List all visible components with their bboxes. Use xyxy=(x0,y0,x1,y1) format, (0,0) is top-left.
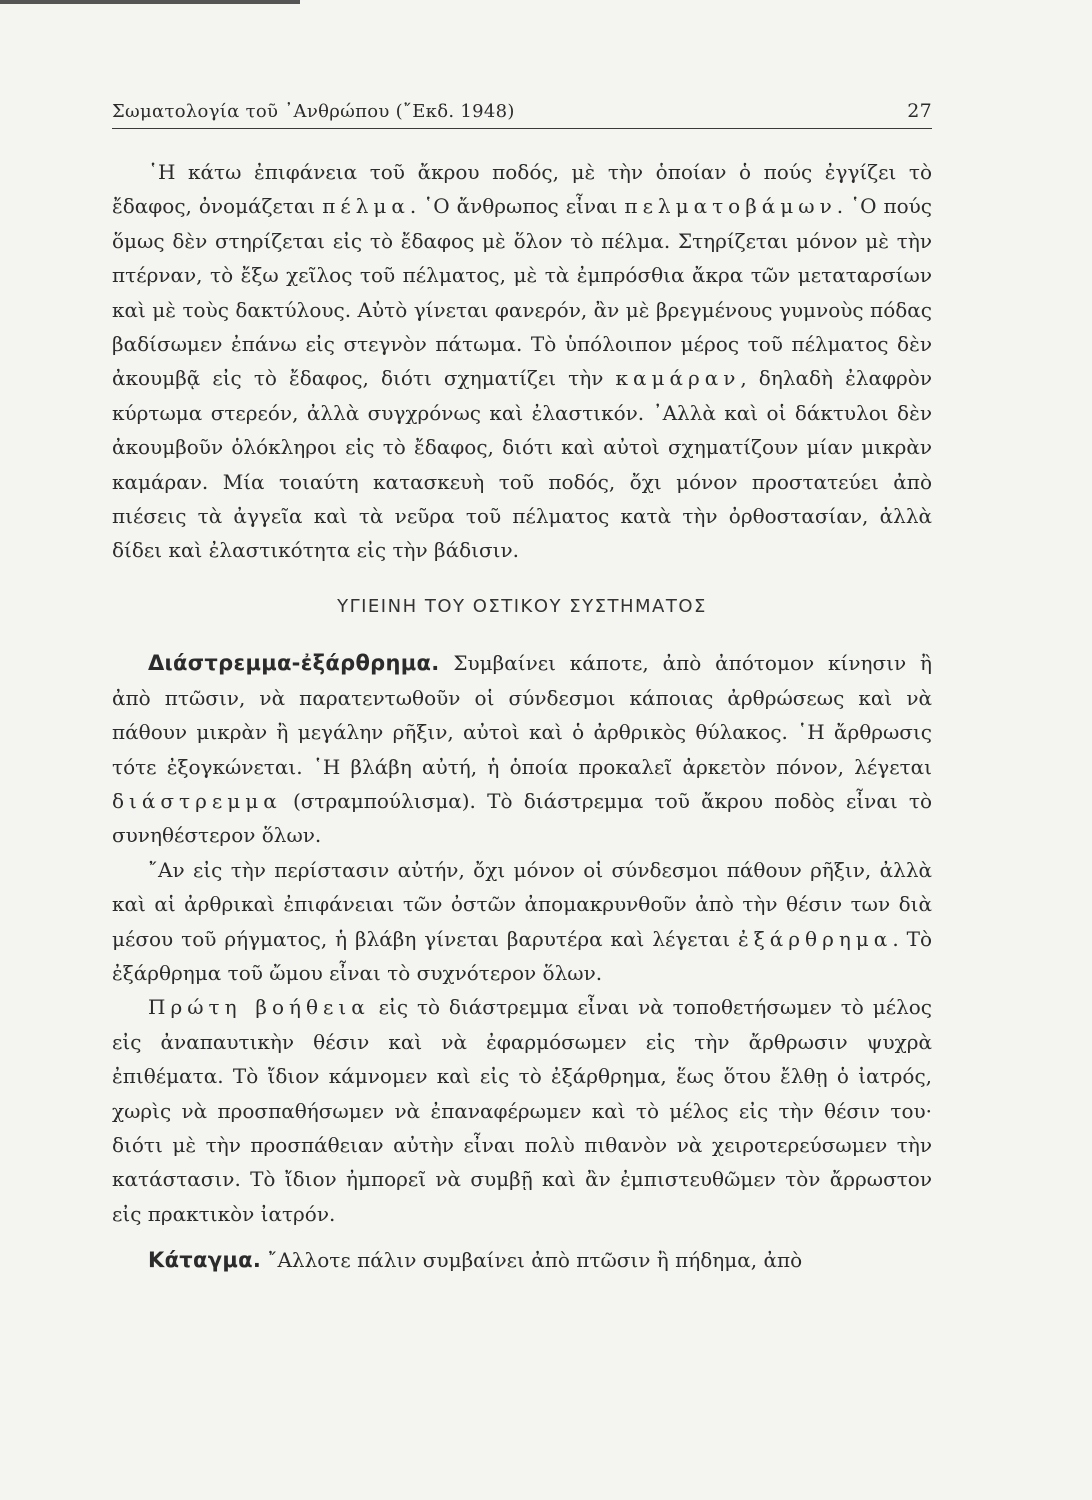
spaced-term-pelmatovamon: πελματοβάμων xyxy=(624,194,837,219)
paragraph-pelma: ῾Η κάτω ἐπιφάνεια τοῦ ἄκρου ποδός, μὲ τὴν ὁποίαν ὁ πούς ἐγγίζει τὸ ἔδαφος, ὀνομάζεται πέλμα. ῾Ο ἄνθρωπος εἶναι πελματοβάμων. ῾Ο πούς ὅμως δὲν στηρίζεται εἰς τὸ ἔδαφος μὲ ὅλον τὸ πέλμα. Στηρίζεται μόνον μὲ τὴν πτέρναν, τὸ ἔξω χεῖλος τοῦ πέλματος, μὲ τὰ ἐμπρόσθια ἄκρα τῶν μεταταρσίων καὶ μὲ τοὺς δακτύλους. Αὐτὸ γίνεται φανερόν, ἂν μὲ βρεγμένους γυμνοὺς πόδας βαδίσωμεν ἐπάνω εἰς στεγνὸν πάτωμα. Τὸ ὑπόλοιπον μέρος τοῦ πέλματος δὲν ἀκουμβᾷ εἰς τὸ ἔδαφος, διότι σχηματίζει τὴν καμάραν, δηλαδὴ ἐλαφρὸν κύρτωμα στερεόν, ἀλλὰ συγχρόνως καὶ ἐλαστικόν. ᾿Αλλὰ καὶ οἱ δάκτυλοι δὲν ἀκουμβοῦν ὁλόκληροι εἰς τὸ ἔδαφος, διότι καὶ αὐτοὶ σχηματίζουν μίαν μικρὰν καμάραν. Μία τοιαύτη κατασκευὴ τοῦ ποδός, ὄχι μόνον προστατεύει ἀπὸ πιέσεις τὰ ἀγγεῖα καὶ τὰ νεῦρα τοῦ πέλματος κατὰ τὴν ὀρθοστασίαν, ἀλλὰ δίδει καὶ ἐλαστικότητα εἰς τὴν βάδισιν. xyxy=(112,160,932,563)
running-header xyxy=(112,100,932,129)
paragraph-exarthrima: ῎Αν εἰς τὴν περίστασιν αὐτήν, ὄχι μόνον οἱ σύνδεσμοι πάθουν ρῆξιν, ἀλλὰ καὶ αἱ ἀρθρικαὶ ἐπιφάνειαι τῶν ὀστῶν ἀπομακρυνθοῦν ἀπὸ τὴν θέσιν των διὰ μέσου τοῦ ρήγματος, ἡ βλάβη γίνεται βαρυτέρα καὶ λέγεται ἐξάρθρημα. Τὸ ἐξάρθρημα τοῦ ὤμου εἶναι τὸ συχνότερον ὅλων. xyxy=(112,857,932,985)
spaced-term-pelma: πέλμα xyxy=(322,194,410,219)
body-text xyxy=(112,155,932,1278)
lead-heading-katagma: Κάταγμα. xyxy=(148,1248,262,1273)
spaced-term-diastremma: διάστρεμμα xyxy=(112,788,282,813)
paragraph-katagma: Κάταγμα. ῎Αλλοτε πάλιν συμβαίνει ἀπὸ πτῶσιν ἢ πήδημα, ἀπὸ xyxy=(148,1248,803,1273)
lead-heading-diastremma: Διάστρεμμα-ἐξάρθρημα. xyxy=(148,651,440,676)
paragraph-gap xyxy=(112,1231,932,1243)
spaced-term-kamara: καμάραν xyxy=(615,366,741,391)
book-page xyxy=(112,100,932,1278)
paragraph-first-aid: Πρώτη βοήθεια εἰς τὸ διάστρεμμα εἶναι νὰ τοποθετήσωμεν τὸ μέλος εἰς ἀναπαυτικὴν θέσιν καὶ νὰ ἐφαρμόσωμεν εἰς τὴν ἄρθρωσιν ψυχρὰ ἐπιθέματα. Τὸ ἴδιον κάμνομεν καὶ εἰς τὸ ἐξάρθρημα, ἕως ὅτου ἔλθῃ ὁ ἰατρός, χωρὶς νὰ προσπαθήσωμεν νὰ ἐπαναφέρωμεν καὶ τὸ μέλος εἰς τὴν θέσιν του· διότι μὲ τὴν προσπάθειαν αὐτὴν εἶναι πολὺ πιθανὸν νὰ χειροτερεύσωμεν τὴν κατάστασιν. Τὸ ἴδιον ἠμπορεῖ νὰ συμβῇ καὶ ἂν ἐμπιστευθῶμεν τὸν ἄρρωστον εἰς πρακτικὸν ἰατρόν. xyxy=(112,995,933,1226)
running-title: Σωματολογία τοῦ ᾿Ανθρώπου (῎Εκδ. 1948) xyxy=(112,101,515,122)
section-heading: ΥΓΙΕΙΝΗ ΤΟΥ ΟΣΤΙΚΟΥ ΣΥΣΤΗΜΑΤΟΣ xyxy=(337,595,707,617)
paragraph-diastremma: Διάστρεμμα-ἐξάρθρημα. Συμβαίνει κάποτε, ἀπὸ ἀπότομον κίνησιν ἢ ἀπὸ πτῶσιν, νὰ παρατεντωθοῦν οἱ σύνδεσμοι κάποιας ἀρθρώσεως καὶ νὰ πάθουν μικρὰν ἢ μεγάλην ρῆξιν, αὐτοὶ καὶ ὁ ἀρθρικὸς θύλακος. ῾Η ἄρθρωσις τότε ἐξογκώνεται. ῾Η βλάβη αὐτή, ἡ ὁποία προκαλεῖ ἀρκετὸν πόνον, λέγεται διάστρεμμα (στραμπούλισμα). Τὸ διάστρεμμα τοῦ ἄκρου ποδὸς εἶναι τὸ συνηθέστερον ὅλων. xyxy=(112,651,932,848)
spaced-term-first-aid: Πρώτη βοήθεια xyxy=(148,995,370,1020)
page-number: 27 xyxy=(907,100,932,122)
scan-edge-shadow xyxy=(0,0,300,4)
spaced-term-exarthrima: ἐξάρθρημα xyxy=(738,926,893,951)
